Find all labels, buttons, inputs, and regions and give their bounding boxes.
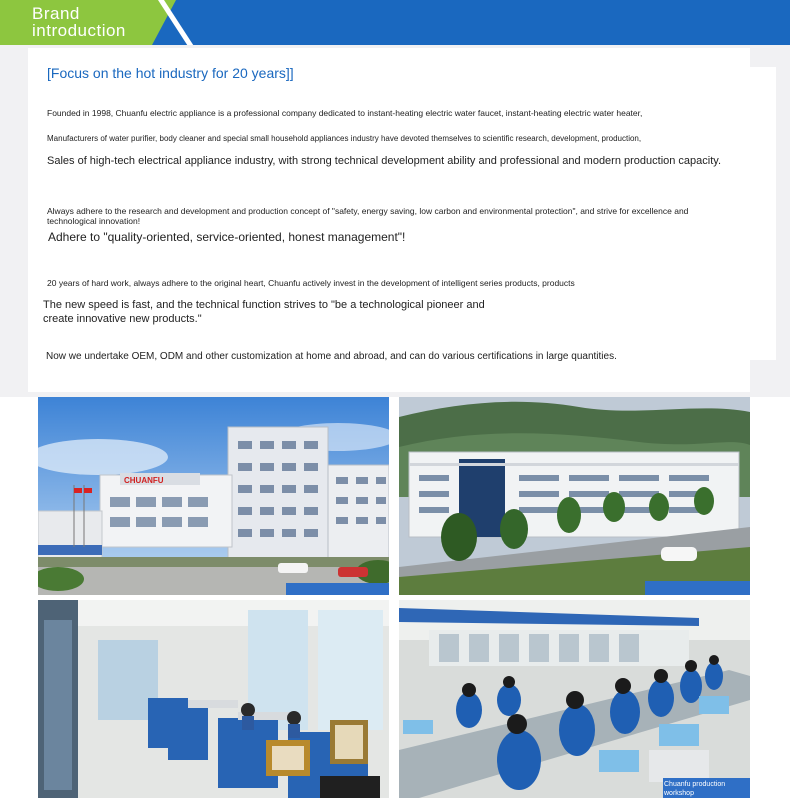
paragraph-concept-line1: Always adhere to the research and development and production concept of "safety, energy saving, low carbon and environmental protection", and strive for excellence and xyxy=(47,206,689,216)
banner-title xyxy=(32,5,126,39)
paragraph-adhere: Adhere to "quality-oriented, service-oriented, honest management"! xyxy=(48,230,406,244)
photo-caption-line1: Chuanfu production xyxy=(664,781,726,788)
paragraph-sales: Sales of high-tech electrical appliance industry, with strong technical development ability and professional and modern production capacity. xyxy=(47,155,722,167)
paragraph-manufacturers: Manufacturers of water purifier, body cleaner and special small household appliances industry have devoted themselves to scientific research, development, production, xyxy=(47,134,642,143)
paragraph-new-speed-line1: The new speed is fast, and the technical function strives to "be a technological pioneer and xyxy=(43,299,485,311)
photo-factory-building xyxy=(38,397,389,595)
factory-sign: CHUANFU xyxy=(124,476,164,485)
photo-caption-line2: workshop xyxy=(664,790,694,797)
photo-caption xyxy=(664,780,725,798)
paragraph-concept-line2: technological innovation! xyxy=(47,216,141,226)
banner-title-line2: introduction xyxy=(32,21,126,40)
banner-title-line1: Brand xyxy=(32,4,80,23)
paragraph-founded: Founded in 1998, Chuanfu electric appliance is a professional company dedicated to instant-heating electric water faucet, instant-heating electric water heater, xyxy=(47,108,643,118)
paragraph-new-speed-line2: create innovative new products." xyxy=(43,313,202,325)
photo-office xyxy=(38,600,389,798)
photo-production-workshop xyxy=(399,600,750,798)
paragraph-concept xyxy=(47,206,688,226)
page-heading: [Focus on the hot industry for 20 years]] xyxy=(47,65,294,81)
paragraph-oem: Now we undertake OEM, ODM and other customization at home and abroad, and can do various certifications in large quantities. xyxy=(46,351,617,362)
photo-factory-hills xyxy=(399,397,750,595)
intro-panel-edge xyxy=(750,67,776,360)
paragraph-new-speed xyxy=(43,298,485,326)
paragraph-hard-work: 20 years of hard work, always adhere to the original heart, Chuanfu actively invest in the development of intelligent series products, products xyxy=(47,278,575,288)
